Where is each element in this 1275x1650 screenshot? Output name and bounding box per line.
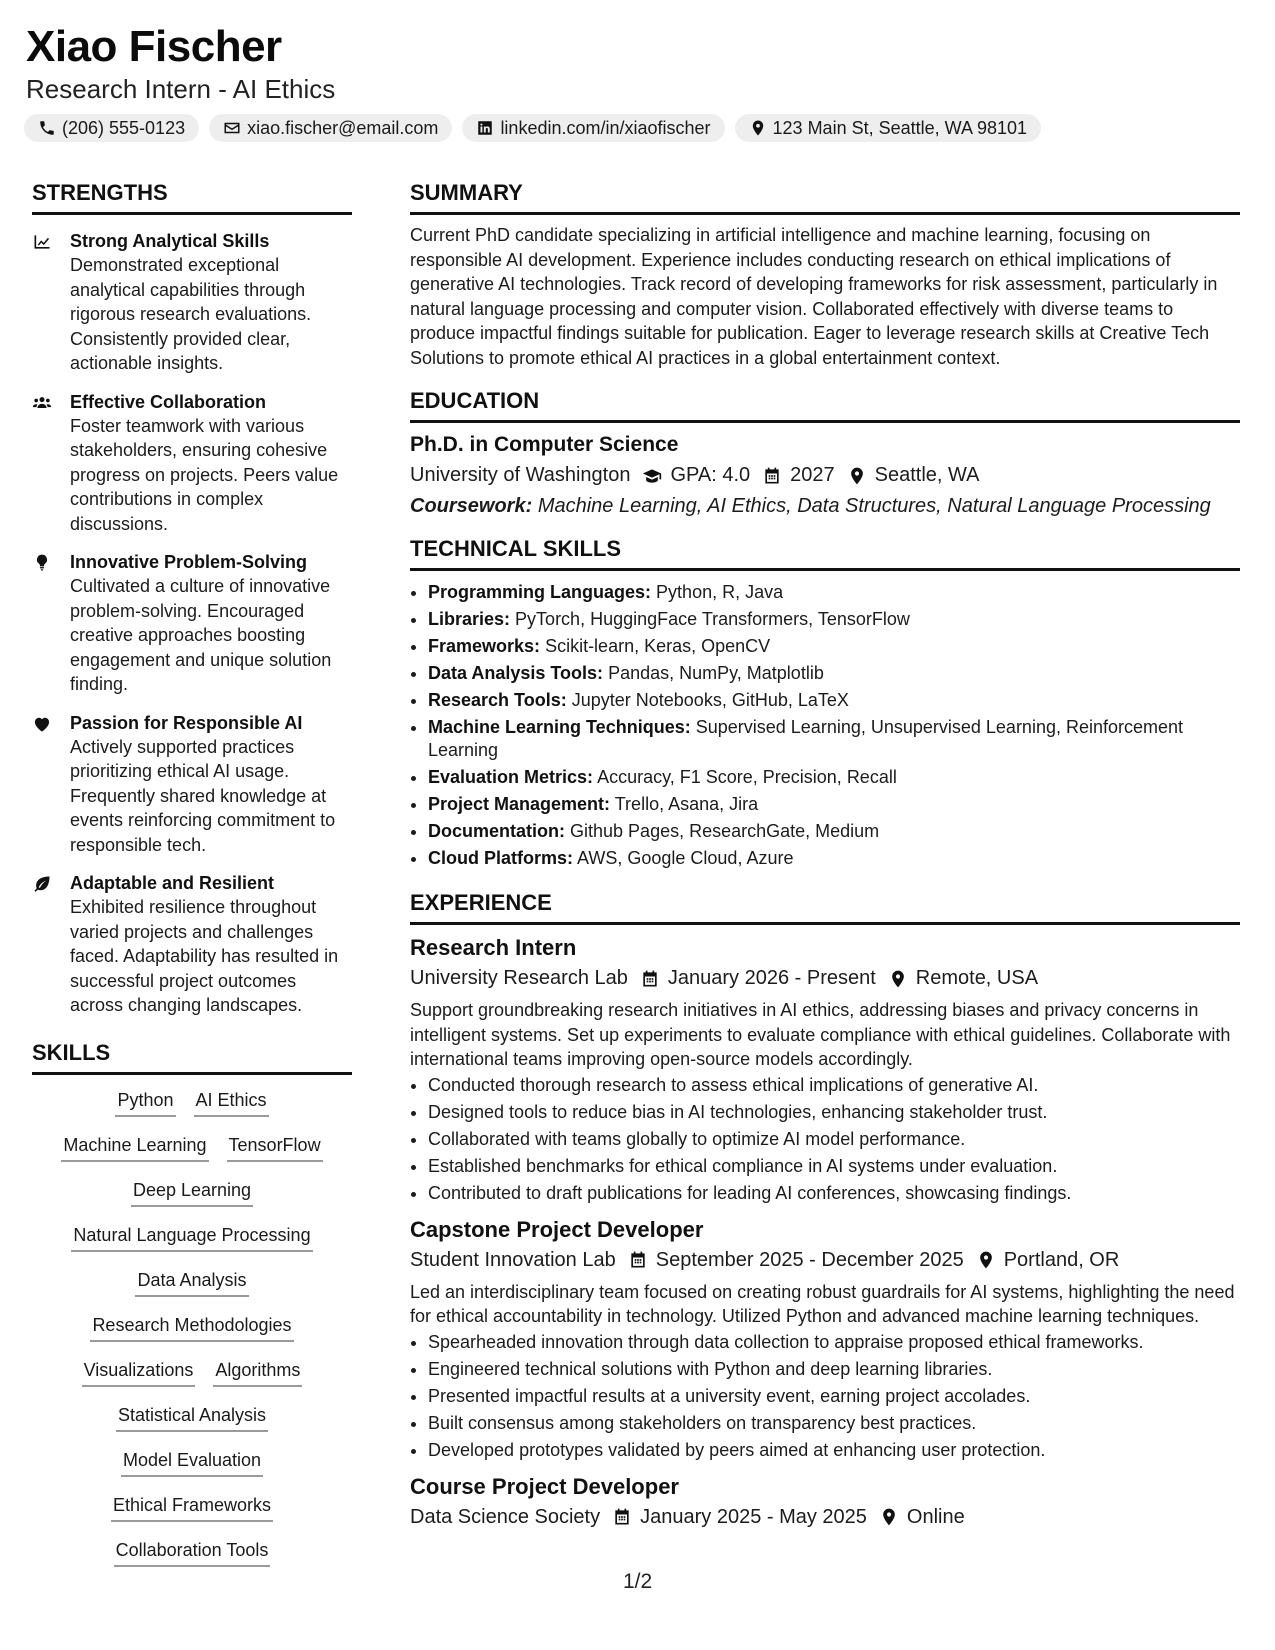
- list-item: • Project Management: Trello, Asana, Jira: [428, 791, 1240, 818]
- skill-tag: Data Analysis: [135, 1269, 248, 1297]
- strength-title: Innovative Problem-Solving: [70, 552, 308, 572]
- contact-linkedin-text: linkedin.com/in/xiaofischer: [500, 117, 711, 138]
- chart-line-icon: [32, 232, 52, 252]
- calendar-icon: [612, 1507, 632, 1527]
- location-pin-icon: [879, 1507, 899, 1527]
- job-location: Portland, OR: [1003, 1248, 1120, 1271]
- summary-text: Current PhD candidate specializing in artificial intelligence and machine learning, focusing on responsible AI development. Experience includes conducting research on ethical implications of generative AI technologies. Track record of developing frameworks for risk assessment, particularly in natural language processing and computer vision. Collaborated effectively with diverse teams to produce impactful findings suitable for publication. Eager to leverage research skills at Creative Tech Solutions to promote ethical AI practices in a global entertainment context.: [410, 225, 1218, 368]
- strength-title: Passion for Responsible AI: [70, 712, 303, 733]
- strengths-heading: STRENGTHS: [32, 180, 352, 215]
- technical-skills-list: [410, 579, 1240, 872]
- graduation-cap-icon: [642, 466, 662, 486]
- job-location: Online: [906, 1505, 965, 1528]
- job-description: Support groundbreaking research initiatives in AI ethics, addressing biases and privacy concerns in intelligent systems. Set up experiments to evaluate compliance with ethical guidelines. Collaborate with international teams improving open-source models accordingly.: [410, 1000, 1231, 1069]
- job-bullets: [410, 1329, 1240, 1464]
- list-item: • Engineered technical solutions with Python and deep learning libraries.: [428, 1356, 1240, 1383]
- strength-item: [32, 550, 352, 697]
- coursework-list: Machine Learning, AI Ethics, Data Structures, Natural Language Processing: [537, 495, 1211, 517]
- job-title: Research Intern: [410, 935, 577, 960]
- list-item: • Collaborated with teams globally to optimize AI model performance.: [428, 1126, 1240, 1153]
- skill-tag: Research Methodologies: [90, 1314, 293, 1342]
- contact-address-text: 123 Main St, Seattle, WA 98101: [772, 117, 1028, 138]
- job-dates: September 2025 - December 2025: [655, 1248, 964, 1271]
- experience-heading: EXPERIENCE: [410, 890, 1240, 925]
- strength-item: [32, 229, 352, 376]
- strength-item: [32, 390, 352, 537]
- strength-description: Exhibited resilience throughout varied projects and challenges faced. Adaptability has resulted in successful project outcomes across changing landscapes.: [70, 897, 339, 1015]
- skills-section: [32, 1040, 352, 1584]
- list-item: • Machine Learning Techniques: Supervised Learning, Unsupervised Learning, Reinforcement Learning: [428, 714, 1240, 764]
- list-item: • Built consensus among stakeholders on transparency best practices.: [428, 1410, 1240, 1437]
- job-meta: [410, 1506, 1240, 1529]
- list-item: • Developed prototypes validated by peers aimed at enhancing user protection.: [428, 1437, 1240, 1464]
- location-pin-icon: [888, 969, 908, 989]
- list-item: • Designed tools to reduce bias in AI technologies, enhancing stakeholder trust.: [428, 1099, 1240, 1126]
- left-column: [32, 180, 352, 1584]
- leaf-icon: [32, 874, 52, 894]
- page-number: 1/2: [623, 1570, 653, 1593]
- contact-email[interactable]: [209, 114, 452, 142]
- education-gpa: GPA: 4.0: [670, 464, 751, 486]
- contact-phone[interactable]: [24, 114, 199, 142]
- summary-heading: SUMMARY: [410, 180, 1240, 215]
- skill-tag: TensorFlow: [227, 1134, 323, 1162]
- skill-tag: Deep Learning: [131, 1179, 253, 1207]
- job-bullets: [410, 1072, 1240, 1207]
- skill-tag: Visualizations: [82, 1359, 196, 1387]
- list-item: • Documentation: Github Pages, ResearchGate, Medium: [428, 818, 1240, 845]
- contact-linkedin[interactable]: [462, 114, 724, 142]
- strength-title: Adaptable and Resilient: [70, 873, 275, 893]
- job-meta: [410, 967, 1240, 990]
- job-org: University Research Lab: [410, 967, 628, 989]
- list-item: • Research Tools: Jupyter Notebooks, GitHub, LaTeX: [428, 687, 1240, 714]
- education-heading: EDUCATION: [410, 388, 1240, 423]
- location-pin-icon: [749, 119, 767, 137]
- strength-title: Strong Analytical Skills: [70, 231, 270, 251]
- technical-skills-heading: TECHNICAL SKILLS: [410, 536, 1240, 571]
- list-item: • Evaluation Metrics: Accuracy, F1 Score, Precision, Recall: [428, 764, 1240, 791]
- job-dates: January 2025 - May 2025: [640, 1505, 867, 1528]
- skills-heading: SKILLS: [32, 1040, 352, 1075]
- phone-icon: [38, 119, 56, 137]
- calendar-icon: [762, 466, 782, 486]
- strength-description: Cultivated a culture of innovative problem-solving. Encouraged creative approaches boosting engagement and unique solution finding.: [70, 576, 332, 694]
- job-dates: January 2026 - Present: [667, 967, 876, 989]
- list-item: • Libraries: PyTorch, HuggingFace Transformers, TensorFlow: [428, 606, 1240, 633]
- strength-description: Actively supported practices prioritizing ethical AI usage. Frequently shared knowledge at events reinforcing commitment to responsible tech.: [70, 736, 336, 855]
- list-item: • Frameworks: Scikit-learn, Keras, OpenCV: [428, 633, 1240, 660]
- candidate-role: Research Intern - AI Ethics: [26, 74, 336, 104]
- experience-section: [410, 890, 1240, 1529]
- education-coursework: [410, 495, 1240, 518]
- list-item: • Established benchmarks for ethical compliance in AI systems under evaluation.: [428, 1153, 1240, 1180]
- calendar-icon: [628, 1250, 648, 1270]
- list-item: • Conducted thorough research to assess ethical implications of generative AI.: [428, 1072, 1240, 1099]
- education-year: 2027: [790, 464, 835, 486]
- strength-description: Foster teamwork with various stakeholders, ensuring cohesive progress on projects. Peers value contributions in complex discussions.: [70, 415, 339, 534]
- job-location: Remote, USA: [915, 967, 1039, 989]
- lightbulb-icon: [32, 553, 52, 573]
- skill-tag: Natural Language Processing: [71, 1224, 312, 1252]
- skill-tag: Model Evaluation: [121, 1449, 263, 1477]
- contact-phone-text: (206) 555-0123: [62, 117, 186, 138]
- skill-tags: [32, 1089, 352, 1584]
- coursework-label: Coursework:: [410, 495, 533, 517]
- education-meta: [410, 464, 1240, 487]
- job-org: Student Innovation Lab: [410, 1248, 616, 1271]
- calendar-icon: [640, 969, 660, 989]
- skill-tag: Statistical Analysis: [116, 1404, 268, 1432]
- contact-bar: [24, 114, 1041, 142]
- list-item: • Presented impactful results at a university event, earning project accolades.: [428, 1383, 1240, 1410]
- education-location: Seattle, WA: [874, 464, 980, 486]
- technical-skills-section: [410, 536, 1240, 872]
- users-icon: [32, 393, 52, 413]
- job-title: Course Project Developer: [410, 1473, 679, 1499]
- location-pin-icon: [847, 466, 867, 486]
- skill-tag: AI Ethics: [194, 1089, 269, 1117]
- job-meta: [410, 1249, 1240, 1272]
- strength-description: Demonstrated exceptional analytical capabilities through rigorous research evaluations. Consistently provided clear, actionable insights.: [70, 255, 312, 373]
- list-item: • Contributed to draft publications for leading AI conferences, showcasing findings.: [428, 1180, 1240, 1207]
- education-degree: Ph.D. in Computer Science: [410, 433, 679, 456]
- list-item: • Data Analysis Tools: Pandas, NumPy, Matplotlib: [428, 660, 1240, 687]
- skill-tag: Python: [115, 1089, 175, 1117]
- contact-address[interactable]: [735, 114, 1042, 142]
- skill-tag: Algorithms: [213, 1359, 302, 1387]
- skill-tag: Ethical Frameworks: [111, 1494, 273, 1522]
- education-section: [410, 388, 1240, 518]
- location-pin-icon: [976, 1250, 996, 1270]
- candidate-name: Xiao Fischer: [26, 22, 282, 71]
- list-item: • Programming Languages: Python, R, Java: [428, 579, 1240, 606]
- linkedin-icon: [476, 119, 494, 137]
- list-item: • Cloud Platforms: AWS, Google Cloud, Azure: [428, 845, 1240, 872]
- right-column: [410, 180, 1240, 1529]
- job-org: Data Science Society: [410, 1505, 601, 1528]
- job-title: Capstone Project Developer: [410, 1216, 704, 1242]
- contact-email-text: xiao.fischer@email.com: [247, 117, 439, 138]
- job-description: Led an interdisciplinary team focused on creating robust guardrails for AI systems, highlighting the need for ethical accountability in technology. Utilized Python and advanced machine learning techniques.: [410, 1281, 1235, 1326]
- heart-icon: [32, 714, 52, 734]
- education-school: University of Washington: [410, 464, 631, 486]
- strength-item: [32, 711, 352, 858]
- strength-title: Effective Collaboration: [70, 391, 267, 412]
- envelope-icon: [223, 119, 241, 137]
- skill-tag: Machine Learning: [61, 1134, 208, 1162]
- skill-tag: Collaboration Tools: [114, 1539, 271, 1567]
- strength-item: [32, 871, 352, 1018]
- list-item: • Spearheaded innovation through data collection to appraise proposed ethical frameworks.: [428, 1329, 1240, 1356]
